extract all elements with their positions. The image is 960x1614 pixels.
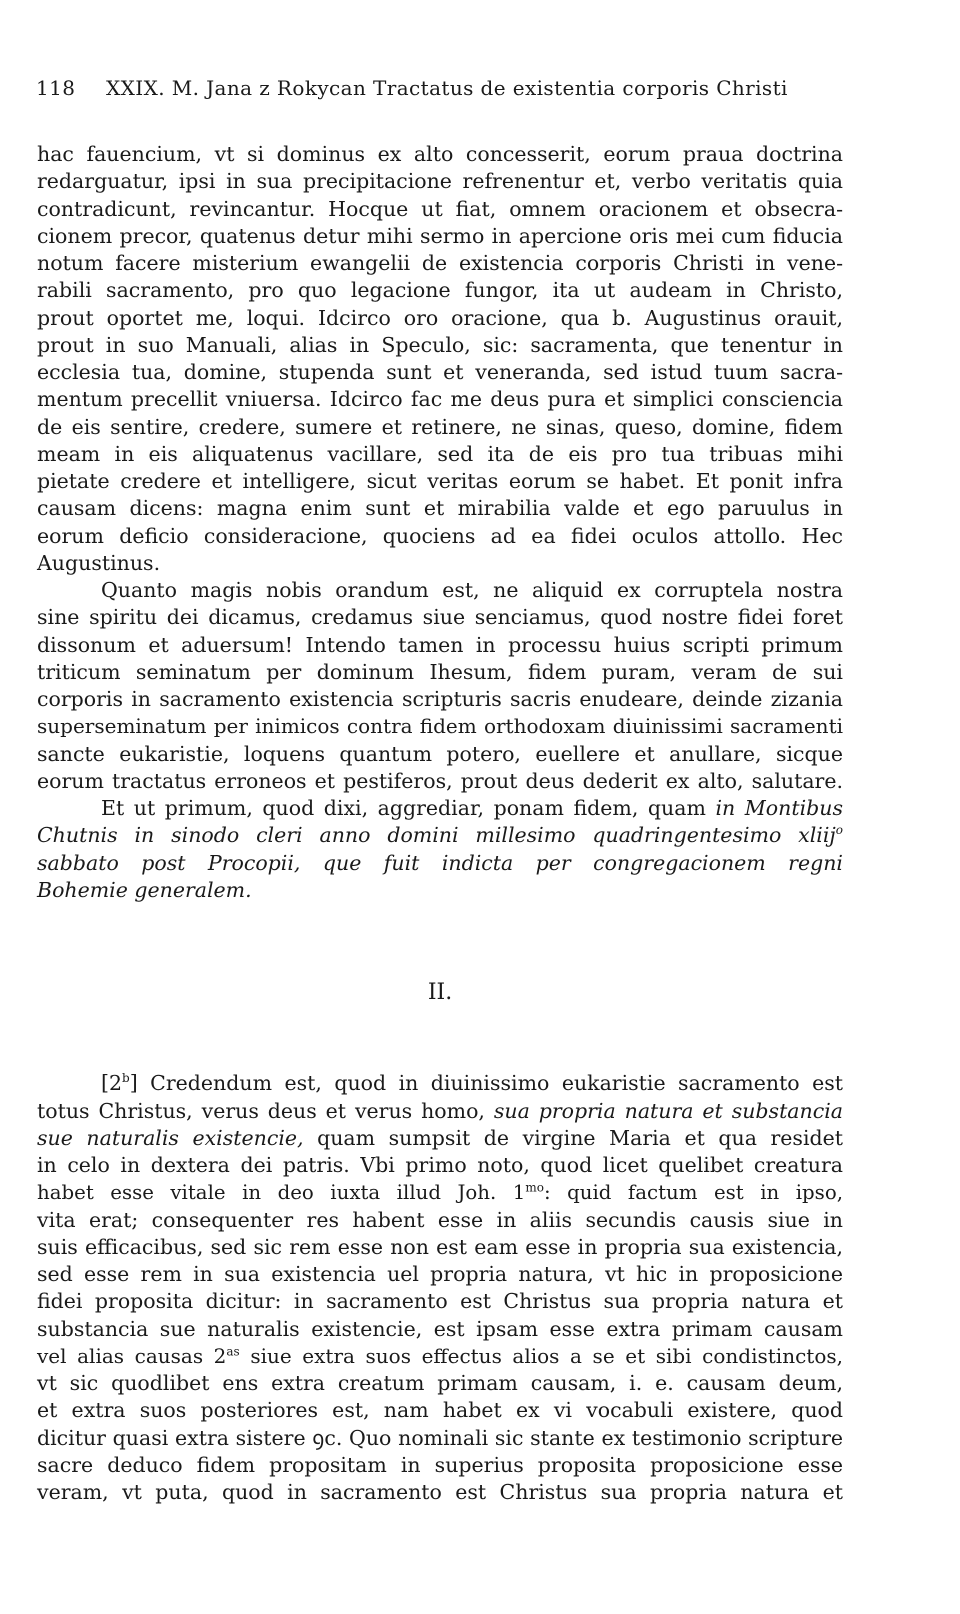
text-line: notum facere misterium ewangelii de existencia corporis Christi in vene- — [37, 251, 843, 275]
superscript: b — [122, 1071, 130, 1086]
text-line: eorum tractatus erroneos et pestiferos, prout deus dederit ex alto, salutare. — [37, 768, 843, 793]
text-segment: [2 — [101, 1071, 123, 1096]
text-segment: totus Christus, verus deus et verus homo, — [37, 1098, 485, 1123]
text-segment: Et ut primum, quod dixi, aggrediar, ponam fidem, quam — [101, 796, 706, 820]
text-line — [37, 822, 843, 849]
text-line: sabbato post Procopii, que fuit indicta per congregacionem regni — [37, 850, 843, 875]
text-line: sancte eukaristie, loquens quantum potero, euellere et anullare, sicque — [37, 741, 843, 766]
text-line: Augustinus. — [37, 550, 161, 575]
italic-segment: sue naturalis existencie, — [37, 1125, 304, 1150]
spacer — [37, 1006, 843, 1070]
text-line: Bohemie generalem. — [37, 877, 252, 902]
italic-segment: sua propria natura et substancia — [493, 1098, 843, 1123]
text-line: ecclesia tua, domine, stupenda sunt et veneranda, sed istud tuum sacra- — [37, 360, 843, 384]
italic-segment: in Montibus — [715, 796, 843, 820]
superscript: mo — [525, 1180, 544, 1195]
text-line: substancia sue naturalis existencie, est ipsam esse extra primam causam — [37, 1316, 843, 1341]
text-line: fidei proposita dicitur: in sacramento est Christus sua propria natura et — [37, 1289, 843, 1314]
text-line — [37, 1125, 843, 1152]
text-line: superseminatum per inimicos contra fidem orthodoxam diuinissimi sacramenti — [37, 714, 843, 739]
text-line: Quanto magis nobis orandum est, ne aliquid ex corruptela nostra — [101, 578, 843, 602]
superscript: as — [226, 1344, 240, 1359]
text-line: triticum seminatum per dominum Ihesum, fidem puram, veram de sui — [37, 659, 843, 684]
text-line — [37, 1070, 843, 1097]
page-number: 118 — [36, 76, 76, 100]
text-segment: habet esse vitale in deo iuxta illud Joh. 1 — [37, 1181, 526, 1205]
text-segment: ] Credendum est, quod in diuinissimo eukaristie sacramento est — [129, 1071, 843, 1096]
text-line: corporis in sacramento existencia scripturis sacris enudeare, deinde zizania — [37, 687, 843, 711]
text-line: sed esse rem in sua existencia uel propria natura, vt hic in proposicione — [37, 1262, 843, 1286]
text-line: prout in suo Manuali, alias in Speculo, sic: sacramenta, que tenentur in — [37, 332, 843, 357]
spacer — [37, 904, 843, 979]
text-line: sine spiritu dei dicamus, credamus siue senciamus, quod nostre fidei foret — [37, 605, 843, 630]
italic-segment: Chutnis in sinodo cleri anno domini millesimo quadringentesimo xliij — [37, 823, 836, 848]
text-line: rabili sacramento, pro quo legacione fungor, ita ut audeam in Christo, — [37, 278, 843, 303]
text-line — [37, 795, 843, 822]
superscript: o — [835, 823, 843, 838]
text-line — [37, 1098, 843, 1125]
text-line: mentum precellit vniuersa. Idcirco fac me deus pura et simplici consciencia — [37, 387, 843, 412]
text-line: et extra suos posteriores est, nam habet ex vi vocabuli existere, quod — [37, 1398, 843, 1423]
text-line: vt sic quodlibet ens extra creatum primam causam, i. e. causam deum, — [37, 1371, 843, 1395]
text-line: pietate credere et intelligere, sicut veritas eorum se habet. Et ponit infra — [37, 469, 843, 493]
running-header — [36, 76, 856, 100]
text-line: hac fauencium, vt si dominus ex alto concesserit, eorum praua doctrina — [37, 142, 843, 166]
text-line: dissonum et aduersum! Intendo tamen in processu huius scripti primum — [37, 632, 843, 657]
text-segment: : quid factum est in ipso, — [543, 1181, 843, 1205]
text-line — [37, 1343, 843, 1370]
text-segment: siue extra suos effectus alios a se et sibi condistinctos, — [239, 1343, 843, 1368]
section-heading: II. — [427, 980, 453, 1005]
text-line: causam dicens: magna enim sunt et mirabilia valde et ego paruulus in — [37, 496, 843, 521]
text-line: suis efficacibus, sed sic rem esse non est eam esse in propria sua existencia, — [37, 1234, 843, 1259]
text-line: meam in eis aliquatenus vacillare, sed ita de eis pro tua tribuas mihi — [37, 441, 843, 466]
text-line: vita erat; consequenter res habent esse in aliis secundis causis siue in — [37, 1207, 843, 1232]
text-segment: quam sumpsit de virgine Maria et qua residet — [317, 1125, 843, 1150]
text-line: veram, vt puta, quod in sacramento est Christus sua propria natura et — [37, 1480, 843, 1504]
text-line: sacre deduco fidem propositam in superius proposita proposicione esse — [37, 1452, 843, 1477]
text-line: in celo in dextera dei patris. Vbi primo noto, quod licet quelibet creatura — [37, 1153, 843, 1177]
text-line: prout oportet me, loqui. Idcirco oro oracione, qua b. Augustinus orauit, — [37, 305, 843, 330]
text-line: redarguatur, ipsi in sua precipitacione refrenentur et, verbo veritatis quia — [37, 169, 843, 194]
text-segment: vel alias causas 2 — [37, 1343, 227, 1368]
text-line: eorum deficio consideracione, quociens ad ea fidei oculos attollo. Hec — [37, 523, 843, 548]
text-line: de eis sentire, credere, sumere et retinere, ne sinas, queso, domine, fidem — [37, 414, 843, 439]
text-body — [37, 141, 843, 1506]
text-line: cionem precor, quatenus detur mihi sermo in apercione oris mei cum fiducia — [37, 223, 843, 248]
text-line — [37, 1179, 843, 1206]
text-line: dicitur quasi extra sistere ꝯc. Quo nominali sic stante ex testimonio scripture — [37, 1425, 843, 1450]
running-title: XXIX. M. Jana z Rokycan Tractatus de existentia corporis Christi — [106, 76, 788, 100]
text-line: contradicunt, revincantur. Hocque ut fiat, omnem oracionem et obsecra- — [37, 196, 843, 221]
